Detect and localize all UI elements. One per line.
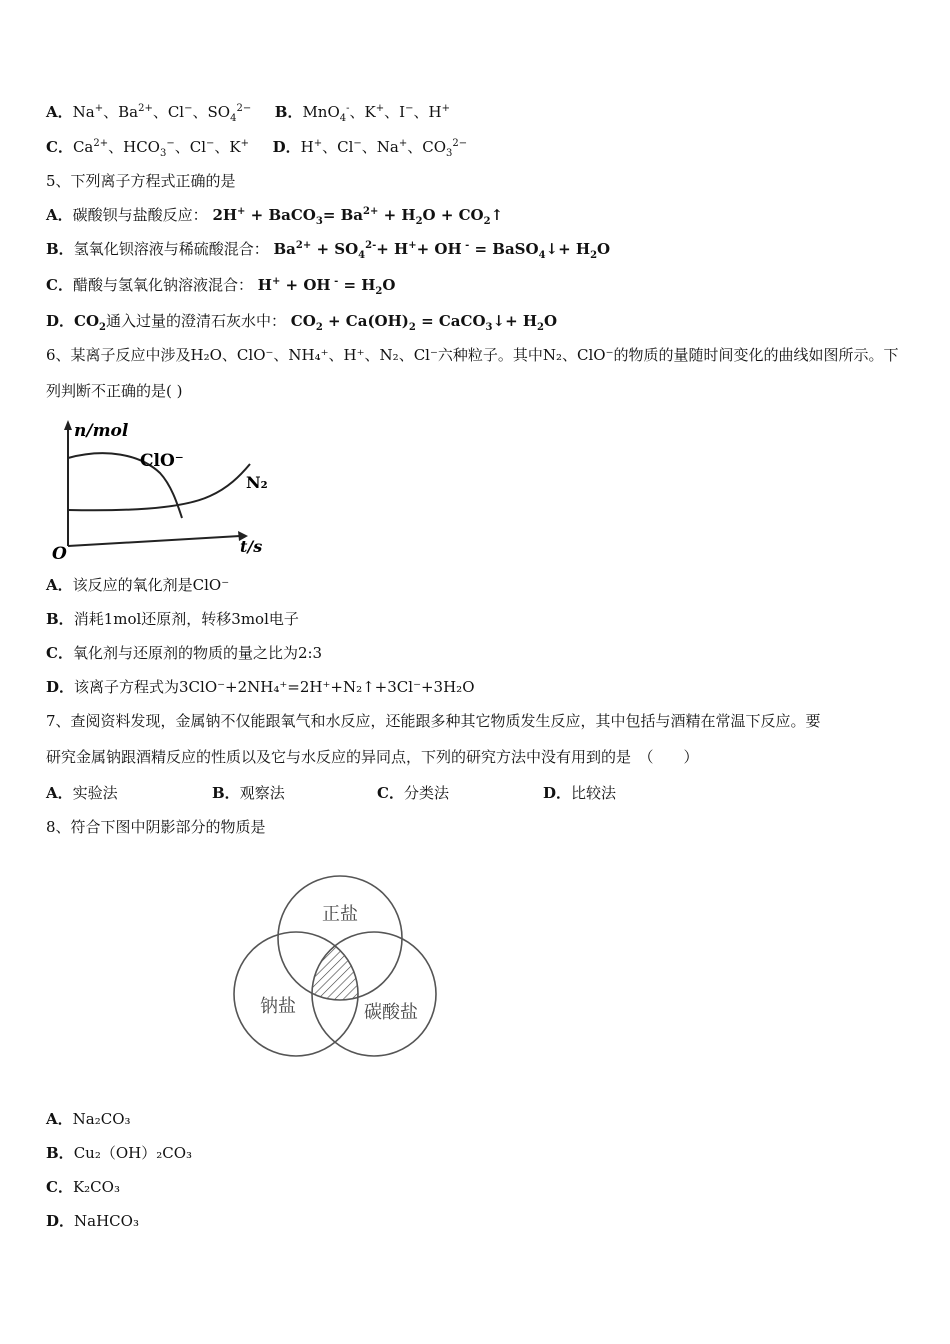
- q6-option-b: B．消耗1mol还原剂，转移3mol电子: [46, 610, 299, 628]
- q8-option-b: B．Cu₂（OH）₂CO₃: [46, 1144, 193, 1162]
- q5-option-c: C．醋酸与氢氧化钠溶液混合： H+ + OH $^- = H_2O$: [46, 276, 396, 297]
- q4-option-d: H+、Cl−、Na+、$CO_3^{2-}$: [300, 138, 468, 159]
- q5-stem: 5、下列离子方程式正确的是: [46, 172, 236, 190]
- q4-option-a-label: A．: [46, 103, 73, 121]
- q8-venn-label-right: 碳酸盐: [364, 1002, 418, 1023]
- q6-graph-n2-label: N₂: [246, 473, 268, 492]
- q4-option-d-label: D．: [272, 138, 301, 156]
- q6-option-a: A．该反应的氧化剂是ClO⁻: [46, 576, 230, 594]
- q6-graph-x-label: t/s: [240, 537, 263, 556]
- q4-option-a: Na+、$Ba^{2+}$、Cl−、$SO_4^{2-}$: [72, 103, 252, 124]
- q6-option-d: D．该离子方程式为3ClO⁻+2NH₄⁺=2H⁺+N₂↑+3Cl⁻+3H₂O: [46, 678, 475, 696]
- q7-option-a: A．实验法: [46, 784, 118, 802]
- q5-option-a: A．碳酸钡与盐酸反应： 2H+ + BaCO$_3$= $Ba^{2+} + H_2O$ + $CO_2↑$: [46, 206, 504, 227]
- q8-venn-diagram: [226, 870, 446, 1060]
- q4-option-c-label: C．: [46, 138, 73, 156]
- q6-graph-y-label: n/mol: [74, 421, 129, 441]
- q7-option-d: D．比较法: [543, 784, 617, 802]
- q6-stem-line2: 列判断不正确的是( ): [46, 382, 183, 400]
- q8-venn-label-top: 正盐: [322, 904, 358, 925]
- q6-graph: [50, 418, 280, 560]
- q5-option-d-equation: $CO_2 + Ca(OH)_2$ = CaCO$_3$↓+ $H_2O$: [290, 312, 558, 333]
- q4-option-row-ab: [46, 102, 450, 122]
- q8-option-c: C．K₂CO₃: [46, 1178, 120, 1196]
- q8-option-a: A．Na₂CO₃: [46, 1110, 131, 1128]
- q6-graph-x-axis: [68, 536, 240, 546]
- q7-option-c: C．分类法: [377, 784, 449, 802]
- q5-option-b: B．氢氧化钡溶液与稀硫酸混合： $Ba^{2+} + SO_4^{2-}+ H^++$ OH - = BaSO$_4$↓+ $H_2O$: [46, 240, 611, 261]
- q6-stem-line1: 6、某离子反应中涉及H₂O、ClO⁻、NH₄⁺、H⁺、N₂、Cl⁻六种粒子。其中N₂、ClO⁻的物质的量随时间变化的曲线如图所示。下: [46, 346, 899, 364]
- q8-venn-label-left: 钠盐: [260, 996, 296, 1017]
- q8-stem: 8、符合下图中阴影部分的物质是: [46, 818, 266, 836]
- q7-stem-line1: 7、查阅资料发现，金属钠不仅能跟氧气和水反应，还能跟多种其它物质发生反应，其中包括与酒精在常温下反应。要: [46, 712, 821, 730]
- q6-option-c: C．氧化剂与还原剂的物质的量之比为2:3: [46, 644, 323, 662]
- q4-option-b-label: B．: [274, 103, 303, 121]
- q5-option-a-equation: 2H+ + BaCO$_3$= $Ba^{2+} + H_2O$ + $CO_2↑$: [212, 206, 504, 227]
- q5-option-c-equation: H+ + OH $^- = H_2O$: [257, 276, 396, 297]
- q8-option-d: D．NaHCO₃: [46, 1212, 139, 1230]
- q4-option-c: $Ca^{2+}$、$HCO_3^-$、Cl−、K+: [72, 138, 250, 159]
- q7-stem-line2: 研究金属钠跟酒精反应的性质以及它与水反应的异同点，下列的研究方法中没有用到的是 （ ）: [46, 748, 699, 766]
- q7-options: [46, 783, 616, 803]
- q7-option-b: B．观察法: [212, 784, 285, 802]
- q6-graph-clo-label: ClO⁻: [140, 451, 184, 471]
- q4-option-b: MnO$_4$-、K+、I−、H+: [302, 103, 450, 124]
- q4-option-row-cd: [46, 137, 467, 157]
- q6-graph-origin: O: [52, 544, 67, 560]
- q5-option-d: D．$CO_2$通入过量的澄清石灰水中： $CO_2 + Ca(OH)_2$ = CaCO$_3$↓+ $H_2O$: [46, 312, 558, 333]
- q6-graph-y-arrow: [64, 420, 72, 430]
- q5-option-b-equation: $Ba^{2+} + SO_4^{2-}+ H^++$ OH - = BaSO$_4$↓+ $H_2O$: [273, 240, 611, 261]
